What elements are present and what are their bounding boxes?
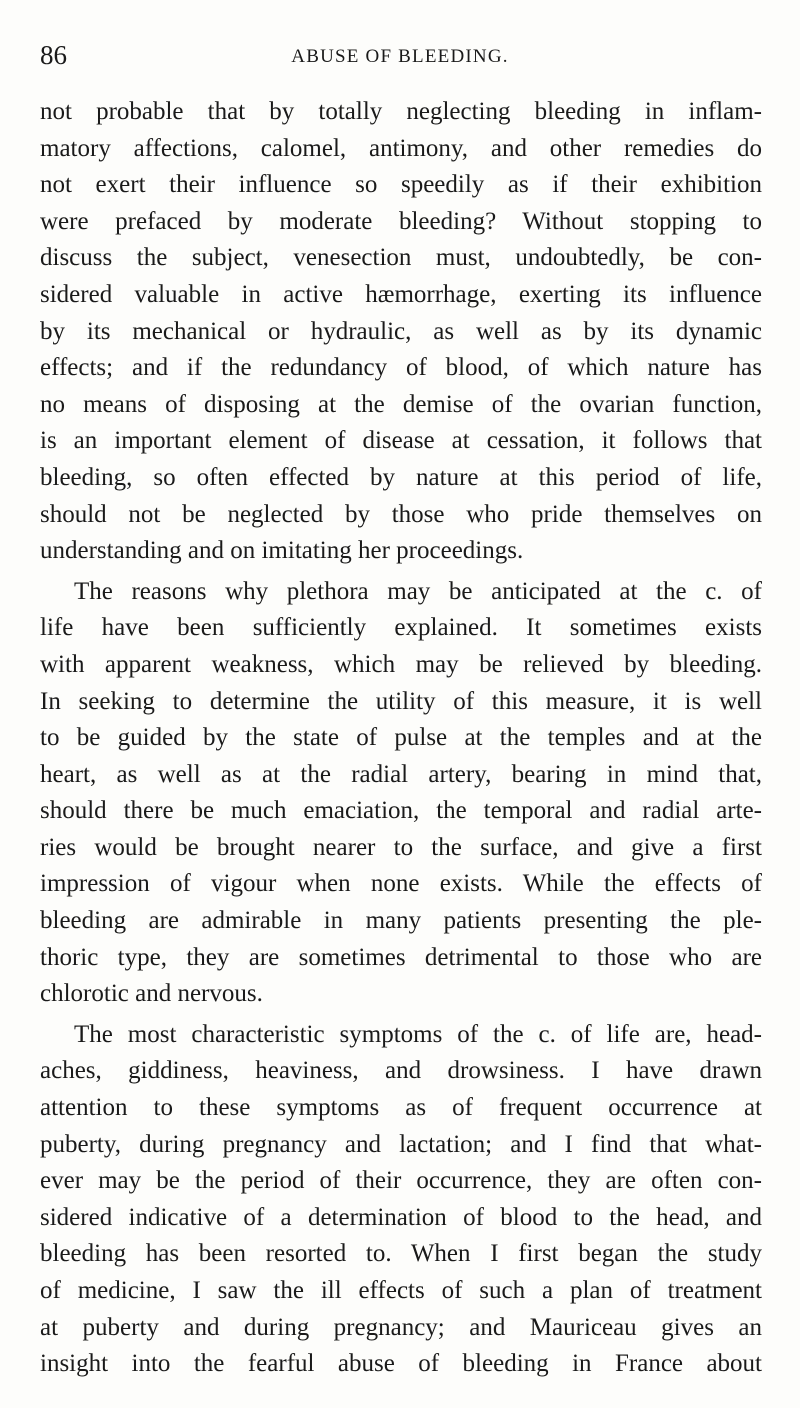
running-title: ABUSE OF BLEEDING. [291, 46, 509, 67]
text-line: to be guided by the state of pulse at the temples and at the [40, 724, 762, 752]
text-line: impression of vigour when none exists. While the effects of [40, 870, 762, 898]
text-line: puberty, during pregnancy and lactation; and I find that what- [40, 1130, 762, 1158]
text-line: chlorotic and nervous. [40, 980, 263, 1008]
text-line: should not be neglected by those who pride themselves on [40, 500, 762, 528]
text-line: were prefaced by moderate bleeding? Without stopping to [40, 207, 762, 235]
text-line: bleeding are admirable in many patients presenting the ple- [40, 907, 762, 935]
text-line: at puberty and during pregnancy; and Mauriceau gives an [40, 1313, 762, 1341]
text-line: bleeding has been resorted to. When I first began the study [40, 1240, 762, 1268]
text-line: with apparent weakness, which may be relieved by bleeding. [40, 650, 762, 678]
text-line: sidered indicative of a determination of blood to the head, and [40, 1203, 762, 1231]
text-line: not probable that by totally neglecting bleeding in inflam- [40, 98, 762, 125]
text-line: The most characteristic symptoms of the c. of life are, head- [74, 1020, 762, 1048]
text-line: In seeking to determine the utility of this measure, it is well [40, 687, 762, 715]
text-line: ever may be the period of their occurrence, they are often con- [40, 1167, 762, 1195]
text-line: by its mechanical or hydraulic, as well as by its dynamic [40, 317, 762, 345]
text-line: not exert their influence so speedily as if their exhibition [40, 171, 762, 199]
text-line: of medicine, I saw the ill effects of such a plan of treatment [40, 1277, 762, 1304]
text-line: discuss the subject, venesection must, undoubtedly, be con- [40, 244, 762, 272]
text-line: insight into the fearful abuse of bleeding in France about [40, 1350, 762, 1378]
text-line: attention to these symptoms as of frequent occurrence at [40, 1094, 762, 1122]
text-line: ries would be brought nearer to the surface, and give a first [40, 833, 762, 861]
body-text [40, 94, 762, 1383]
paragraph [40, 1017, 762, 1383]
text-line: thoric type, they are sometimes detrimental to those who are [40, 943, 762, 971]
text-line: aches, giddiness, heaviness, and drowsiness. I have drawn [40, 1057, 762, 1085]
paragraph [40, 574, 762, 1013]
text-line: effects; and if the redundancy of blood, of which nature has [40, 354, 762, 382]
text-line: understanding and on imitating her proceedings. [40, 537, 524, 565]
text-line: bleeding, so often effected by nature at this period of life, [40, 463, 762, 491]
text-line: should there be much emaciation, the temporal and radial arte- [40, 797, 762, 825]
text-line: heart, as well as at the radial artery, bearing in mind that, [40, 760, 762, 788]
text-line: The reasons why plethora may be anticipated at the c. of [74, 577, 762, 605]
text-line: is an important element of disease at cessation, it follows that [40, 427, 762, 455]
page-number: 86 [40, 40, 67, 70]
page-header [40, 38, 760, 78]
text-line: matory affections, calomel, antimony, and other remedies do [40, 134, 762, 162]
paragraph [40, 94, 762, 570]
paragraphs-container [40, 94, 762, 1383]
text-line: sidered valuable in active hæmorrhage, exerting its influence [40, 280, 762, 308]
text-line: no means of disposing at the demise of the ovarian function, [40, 390, 762, 418]
text-line: life have been sufficiently explained. It sometimes exists [40, 614, 762, 642]
